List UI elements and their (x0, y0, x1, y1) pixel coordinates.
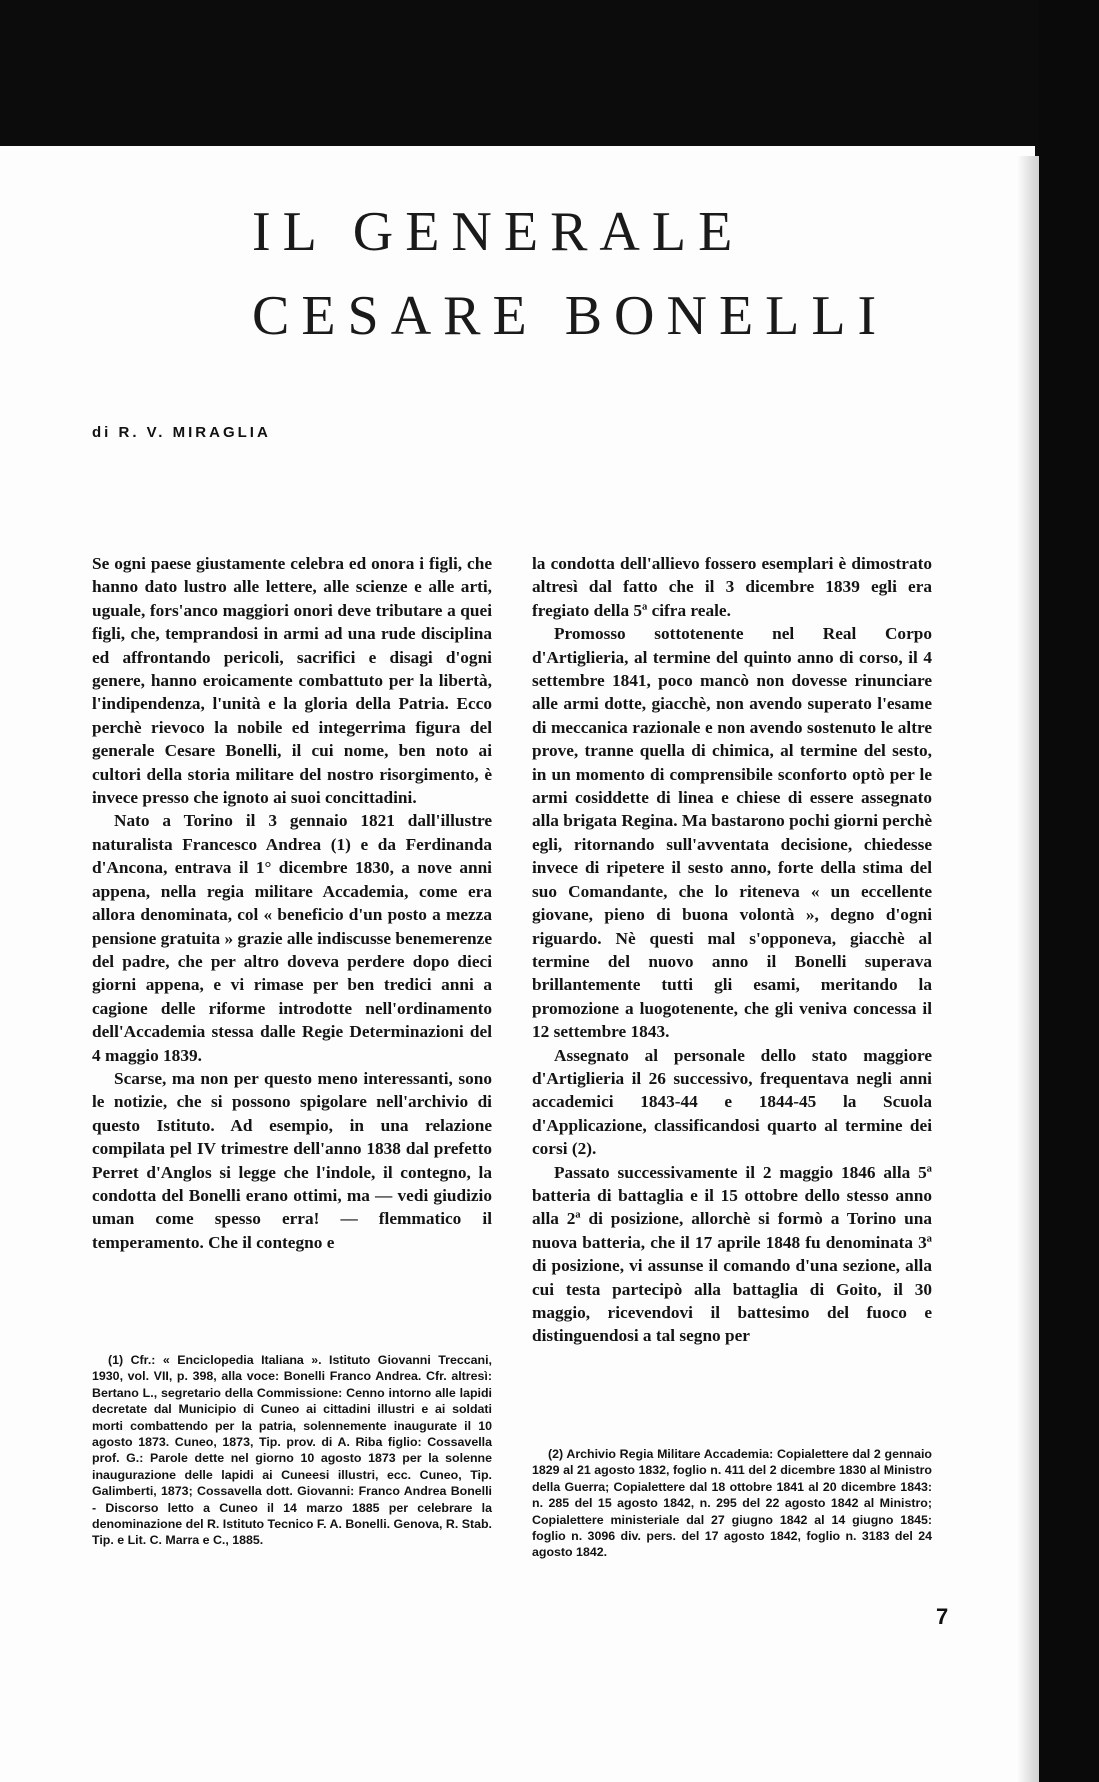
footnote-text: (2) Archivio Regia Militare Accademia: Copialettere dal 2 gennaio 1829 al 21 agosto 1832, foglio n. 411 del 2 dicembre 1830 al Ministro della Guerra; Copialettere dal 18 ottobre 1841 al 20 dicembre 1843: n. 285 del 15 agosto 1842, n. 295 del 22 agosto 1842 al Ministro; Copialettere ministeriale dal 27 giugno 1842 al 14 giugno 1845: foglio n. 3096 div. pers. del 17 agosto 1842, foglio n. 3183 del 24 agosto 1842. (532, 1447, 932, 1560)
paragraph: Se ogni paese giustamente celebra ed onora i figli, che hanno dato lustro alle lettere, alle scienze e alle arti, uguale, fors'anco maggiori onori deve tributare a quei figli, che, temprandosi in armi ad una rude disciplina ed affrontando pericoli, sacrifici e disagi d'ogni genere, hanno eroicamente combattuto per la libertà, l'indipendenza, l'unità e la gloria della Patria. Ecco perchè rievoco la nobile ed integerrima figura del generale Cesare Bonelli, il cui nome, ben noto ai cultori della storia militare del nostro risorgimento, è invece presso che ignoto ai suoi concittadini. (92, 554, 492, 808)
right-column (532, 552, 932, 1348)
scan-right-border (1039, 0, 1099, 1782)
footnote-1 (92, 1352, 492, 1549)
footnote-text: (1) Cfr.: « Enciclopedia Italiana ». Istituto Giovanni Treccani, 1930, vol. VII, p. 398, alla voce: Bonelli Franco Andrea. Cfr. altresì: Bertano L., segretario della Commissione: Cenno intorno alle lapidi decretate dal Municipio di Cuneo ai cittadini illustri e ai soldati morti combattendo per la patria, solennemente inaugurate il 10 agosto 1873. Cuneo, 1873, Tip. prov. di A. Riba figlio: Cossavella prof. G.: Parole dette nel giorno 10 agosto 1873 per la solenne inaugurazione delle lapidi ai Cuneesi illustri, ecc. Cuneo, Tip. Galimberti, 1873; Cossavella dott. Giovanni: Franco Andrea Bonelli - Discorso letto a Cuneo il 14 marzo 1885 per celebrare la denominazione del R. Istituto Tecnico F. A. Bonelli. Genova, R. Stab. Tip. e Lit. C. Marra e C., 1885. (92, 1353, 492, 1548)
left-column (92, 552, 492, 1254)
article-title-line-1: IL GENERALE (252, 201, 745, 263)
page-edge-shadow (1017, 156, 1039, 1782)
paragraph: Passato successivamente il 2 maggio 1846 alla 5ª batteria di battaglia e il 15 ottobre dello stesso anno alla 2ª di posizione, allorchè si formò a Torino una nuova batteria, che il 17 aprile 1848 fu denominata 3ª di posizione, vi assunse il comando d'una sezione, alla cui testa partecipò alla battaglia di Goito, il 30 maggio, ricevendovi il battesimo del fuoco e distinguendosi a tal segno per (532, 1162, 932, 1346)
article-title-line-2: CESARE BONELLI (252, 285, 889, 347)
paragraph: Nato a Torino il 3 gennaio 1821 dall'illustre naturalista Francesco Andrea (1) e da Ferdinanda d'Ancona, entrava il 1° dicembre 1830, a nove anni appena, nella regia militare Accademia, come era allora denominata, col « beneficio d'un posto a mezza pensione gratuita » grazie alle indiscusse benemerenze del padre, che per altro doveva perdere dopo dieci giorni appena, e vi rimase per ben tredici anni a cagione delle riforme introdotte nell'ordinamento dell'Accademia stessa dalle Regie Determinazioni del 4 maggio 1839. (92, 811, 492, 1065)
footnote-2 (532, 1446, 932, 1561)
scan-top-border (0, 0, 1099, 156)
paragraph: Scarse, ma non per questo meno interessanti, sono le notizie, che si possono spigolare nell'archivio di questo Istituto. Ad esempio, in una relazione compilata pel IV trimestre dell'anno 1838 dal prefetto Perret d'Anglos si legge che l'indole, il contegno, la condotta del Bonelli erano ottimi, ma — vedi giudizio uman come spesso erra! — flemmatico il temperamento. Che il contegno e (92, 1068, 492, 1252)
page-number: 7 (936, 1604, 949, 1629)
paragraph: Assegnato al personale dello stato maggiore d'Artiglieria il 26 successivo, frequentava negli anni accademici 1843-44 e 1844-45 la Scuola d'Applicazione, classificandosi quarto al termine dei corsi (2). (532, 1045, 932, 1159)
article-byline: di R. V. MIRAGLIA (92, 424, 271, 441)
paragraph: la condotta dell'allievo fossero esemplari è dimostrato altresì dal fatto che il 3 dicembre 1839 egli era fregiato della 5ª cifra reale. (532, 554, 932, 620)
paragraph: Promosso sottotenente nel Real Corpo d'Artiglieria, al termine del quinto anno di corso, il 4 settembre 1841, poco mancò non dovesse rinunciare alle armi dotte, giacchè, non avendo superato l'esame di meccanica razionale e non avendo sostenuto le altre prove, tranne quella di chimica, al termine del sesto, in un momento di comprensibile sconforto optò per le armi cosiddette di linea e chiese di essere assegnato alla brigata Regina. Ma bastarono pochi giorni perchè egli, ritornando sull'avventata decisione, chiedesse invece di ripetere il sesto anno, forte della stima del suo Comandante, che lo riteneva « un eccellente giovane, pieno di buona volontà », degno d'ogni riguardo. Nè questi mal s'opponeva, giacchè al termine del nuovo anno il Bonelli superava brillantemente tutti gli esami, meritando la promozione a luogotenente, che gli veniva concessa il 12 settembre 1843. (532, 624, 932, 1042)
